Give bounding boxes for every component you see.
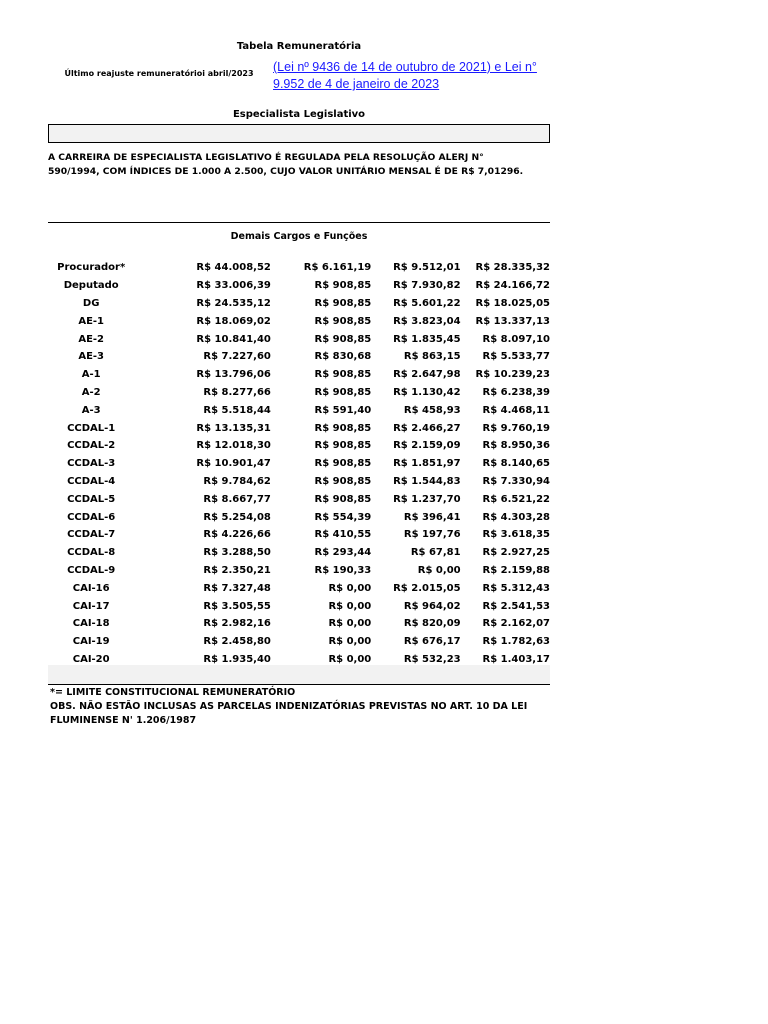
career-description: A CARREIRA DE ESPECIALISTA LEGISLATIVO É REGULADA PELA RESOLUÇÃO ALERJ N° 590/1994, COM ÍNDICES DE 1.000 A 2.500, CUJO VALOR UNITÁRIO MENSAL É DE R$ 7,01296. [48, 152, 524, 177]
table-row [48, 295, 550, 313]
table-row [48, 437, 550, 455]
position-name-cell: A-3 [81, 404, 101, 416]
table-row [48, 455, 550, 473]
value-col1-cell: R$ 2.982,16 [203, 618, 271, 630]
page-title: Tabela Remuneratória [236, 41, 362, 52]
value-col4-cell: R$ 4.303,28 [482, 511, 550, 523]
value-col1-cell: R$ 7.327,48 [203, 582, 271, 594]
value-col4-cell: R$ 1.403,17 [482, 653, 550, 665]
value-col1-cell: R$ 13.796,06 [196, 369, 271, 381]
value-col4-cell: R$ 1.782,63 [482, 636, 550, 648]
last-adjustment-label: Último reajuste remuneratórioi abril/2023 [64, 69, 254, 78]
value-col4-cell: R$ 5.312,43 [482, 582, 550, 594]
table-row [48, 401, 550, 419]
table-row [48, 366, 550, 384]
position-name-cell: A-1 [81, 369, 101, 381]
value-col3-cell: R$ 532,23 [403, 653, 461, 665]
value-col1-cell: R$ 2.458,80 [203, 636, 271, 648]
value-col1-cell: R$ 2.350,21 [203, 564, 271, 576]
value-col2-cell: R$ 190,33 [314, 564, 372, 576]
value-col1-cell: R$ 33.006,39 [196, 280, 271, 292]
constitutional-limit-note: *= LIMITE CONSTITUCIONAL REMUNERATÓRIO [50, 687, 296, 698]
value-col2-cell: R$ 0,00 [328, 653, 372, 665]
position-name-cell: CCDAL-1 [67, 422, 116, 434]
value-col2-cell: R$ 908,85 [314, 369, 372, 381]
value-col4-cell: R$ 8.950,36 [482, 440, 550, 452]
position-name-cell: CAI-18 [72, 618, 110, 630]
value-col2-cell: R$ 908,85 [314, 333, 372, 345]
value-col2-cell: R$ 908,85 [314, 475, 372, 487]
value-col4-cell: R$ 28.335,32 [475, 262, 550, 274]
position-name-cell: CCDAL-6 [67, 511, 116, 523]
value-col3-cell: R$ 9.512,01 [393, 262, 461, 274]
empty-header-box [48, 124, 550, 143]
position-name-cell: CCDAL-7 [67, 529, 116, 541]
table-row [48, 277, 550, 295]
value-col3-cell: R$ 396,41 [403, 511, 461, 523]
table-row [48, 312, 550, 330]
table-row [48, 259, 550, 277]
value-col3-cell: R$ 0,00 [417, 564, 461, 576]
position-name-cell: CCDAL-4 [67, 475, 116, 487]
table-row [48, 473, 550, 491]
salary-table [48, 259, 550, 668]
table-footer-band [48, 665, 550, 685]
divider-top [48, 222, 550, 223]
value-col1-cell: R$ 44.008,52 [196, 262, 271, 274]
position-name-cell: CAI-20 [72, 653, 110, 665]
table-row [48, 490, 550, 508]
table-row [48, 633, 550, 651]
position-name-cell: Procurador* [57, 262, 126, 274]
value-col4-cell: R$ 2.541,53 [482, 600, 550, 612]
value-col4-cell: R$ 2.162,07 [482, 618, 550, 630]
value-col4-cell: R$ 10.239,23 [475, 369, 550, 381]
table-row [48, 330, 550, 348]
value-col1-cell: R$ 9.784,62 [203, 475, 271, 487]
value-col1-cell: R$ 4.226,66 [203, 529, 271, 541]
position-name-cell: A-2 [81, 386, 101, 398]
value-col2-cell: R$ 908,85 [314, 440, 372, 452]
value-col1-cell: R$ 3.505,55 [203, 600, 271, 612]
law-reference-link[interactable]: (Lei nº 9436 de 14 de outubro de 2021) e Lei n° 9.952 de 4 de janeiro de 2023 [273, 60, 537, 91]
value-col3-cell: R$ 2.466,27 [393, 422, 461, 434]
value-col3-cell: R$ 2.015,05 [393, 582, 461, 594]
position-name-cell: CAI-17 [72, 600, 110, 612]
value-col3-cell: R$ 1.130,42 [393, 386, 461, 398]
value-col1-cell: R$ 12.018,30 [196, 440, 271, 452]
value-col4-cell: R$ 9.760,19 [482, 422, 550, 434]
table-row [48, 508, 550, 526]
value-col4-cell: R$ 8.140,65 [482, 458, 550, 470]
value-col3-cell: R$ 863,15 [403, 351, 461, 363]
table-row [48, 579, 550, 597]
value-col1-cell: R$ 24.535,12 [196, 297, 271, 309]
table-row [48, 384, 550, 402]
position-name-cell: CCDAL-5 [67, 493, 116, 505]
value-col1-cell: R$ 10.841,40 [196, 333, 271, 345]
value-col3-cell: R$ 67,81 [410, 547, 461, 559]
value-col3-cell: R$ 5.601,22 [393, 297, 461, 309]
value-col4-cell: R$ 6.238,39 [482, 386, 550, 398]
value-col3-cell: R$ 2.159,09 [393, 440, 461, 452]
value-col1-cell: R$ 3.288,50 [203, 547, 271, 559]
value-col2-cell: R$ 0,00 [328, 600, 372, 612]
other-positions-title: Demais Cargos e Funções [230, 231, 368, 242]
value-col3-cell: R$ 1.544,83 [393, 475, 461, 487]
value-col2-cell: R$ 554,39 [314, 511, 372, 523]
value-col3-cell: R$ 1.237,70 [393, 493, 461, 505]
position-name-cell: CCDAL-8 [67, 547, 116, 559]
section-title: Especialista Legislativo [232, 109, 366, 120]
value-col4-cell: R$ 24.166,72 [475, 280, 550, 292]
value-col1-cell: R$ 5.254,08 [203, 511, 271, 523]
table-row [48, 615, 550, 633]
position-name-cell: CCDAL-2 [67, 440, 116, 452]
position-name-cell: CAI-16 [72, 582, 110, 594]
value-col1-cell: R$ 5.518,44 [203, 404, 271, 416]
value-col3-cell: R$ 2.647,98 [393, 369, 461, 381]
position-name-cell: CCDAL-9 [67, 564, 116, 576]
value-col1-cell: R$ 8.277,66 [203, 386, 271, 398]
value-col4-cell: R$ 3.618,35 [482, 529, 550, 541]
table-row [48, 544, 550, 562]
value-col2-cell: R$ 0,00 [328, 582, 372, 594]
value-col2-cell: R$ 908,85 [314, 386, 372, 398]
value-col3-cell: R$ 676,17 [403, 636, 461, 648]
value-col2-cell: R$ 591,40 [314, 404, 372, 416]
value-col2-cell: R$ 908,85 [314, 422, 372, 434]
value-col1-cell: R$ 8.667,77 [203, 493, 271, 505]
value-col4-cell: R$ 18.025,05 [475, 297, 550, 309]
position-name-cell: AE-3 [78, 351, 105, 363]
value-col2-cell: R$ 0,00 [328, 618, 372, 630]
value-col2-cell: R$ 908,85 [314, 458, 372, 470]
value-col2-cell: R$ 830,68 [314, 351, 372, 363]
value-col3-cell: R$ 820,09 [403, 618, 461, 630]
value-col2-cell: R$ 908,85 [314, 297, 372, 309]
position-name-cell: DG [82, 297, 100, 309]
value-col3-cell: R$ 1.835,45 [393, 333, 461, 345]
value-col4-cell: R$ 7.330,94 [482, 475, 550, 487]
value-col3-cell: R$ 1.851,97 [393, 458, 461, 470]
value-col3-cell: R$ 7.930,82 [393, 280, 461, 292]
value-col3-cell: R$ 458,93 [403, 404, 461, 416]
position-name-cell: CCDAL-3 [67, 458, 116, 470]
value-col4-cell: R$ 4.468,11 [482, 404, 550, 416]
observation-note: OBS. NÃO ESTÃO INCLUSAS AS PARCELAS INDENIZATÓRIAS PREVISTAS NO ART. 10 DA LEI FLUMINENSE N' 1.206/1987 [50, 701, 528, 726]
value-col1-cell: R$ 1.935,40 [203, 653, 271, 665]
value-col1-cell: R$ 13.135,31 [196, 422, 271, 434]
value-col2-cell: R$ 908,85 [314, 280, 372, 292]
value-col1-cell: R$ 7.227,60 [203, 351, 271, 363]
value-col2-cell: R$ 908,85 [314, 493, 372, 505]
position-name-cell: AE-2 [78, 333, 105, 345]
value-col4-cell: R$ 13.337,13 [475, 315, 550, 327]
value-col2-cell: R$ 908,85 [314, 315, 372, 327]
value-col2-cell: R$ 0,00 [328, 636, 372, 648]
value-col3-cell: R$ 964,02 [403, 600, 461, 612]
table-row [48, 526, 550, 544]
value-col4-cell: R$ 6.521,22 [482, 493, 550, 505]
value-col4-cell: R$ 2.159,88 [482, 564, 550, 576]
value-col4-cell: R$ 2.927,25 [482, 547, 550, 559]
divider-bottom [48, 684, 550, 685]
value-col4-cell: R$ 8.097,10 [482, 333, 550, 345]
position-name-cell: Deputado [63, 280, 119, 292]
table-row [48, 597, 550, 615]
value-col1-cell: R$ 18.069,02 [196, 315, 271, 327]
value-col1-cell: R$ 10.901,47 [196, 458, 271, 470]
position-name-cell: AE-1 [78, 315, 105, 327]
position-name-cell: CAI-19 [72, 636, 110, 648]
value-col2-cell: R$ 410,55 [314, 529, 372, 541]
table-row [48, 419, 550, 437]
value-col2-cell: R$ 6.161,19 [303, 262, 372, 274]
table-row [48, 562, 550, 580]
value-col4-cell: R$ 5.533,77 [482, 351, 550, 363]
value-col3-cell: R$ 197,76 [403, 529, 461, 541]
value-col3-cell: R$ 3.823,04 [393, 315, 461, 327]
table-row [48, 348, 550, 366]
value-col2-cell: R$ 293,44 [314, 547, 372, 559]
